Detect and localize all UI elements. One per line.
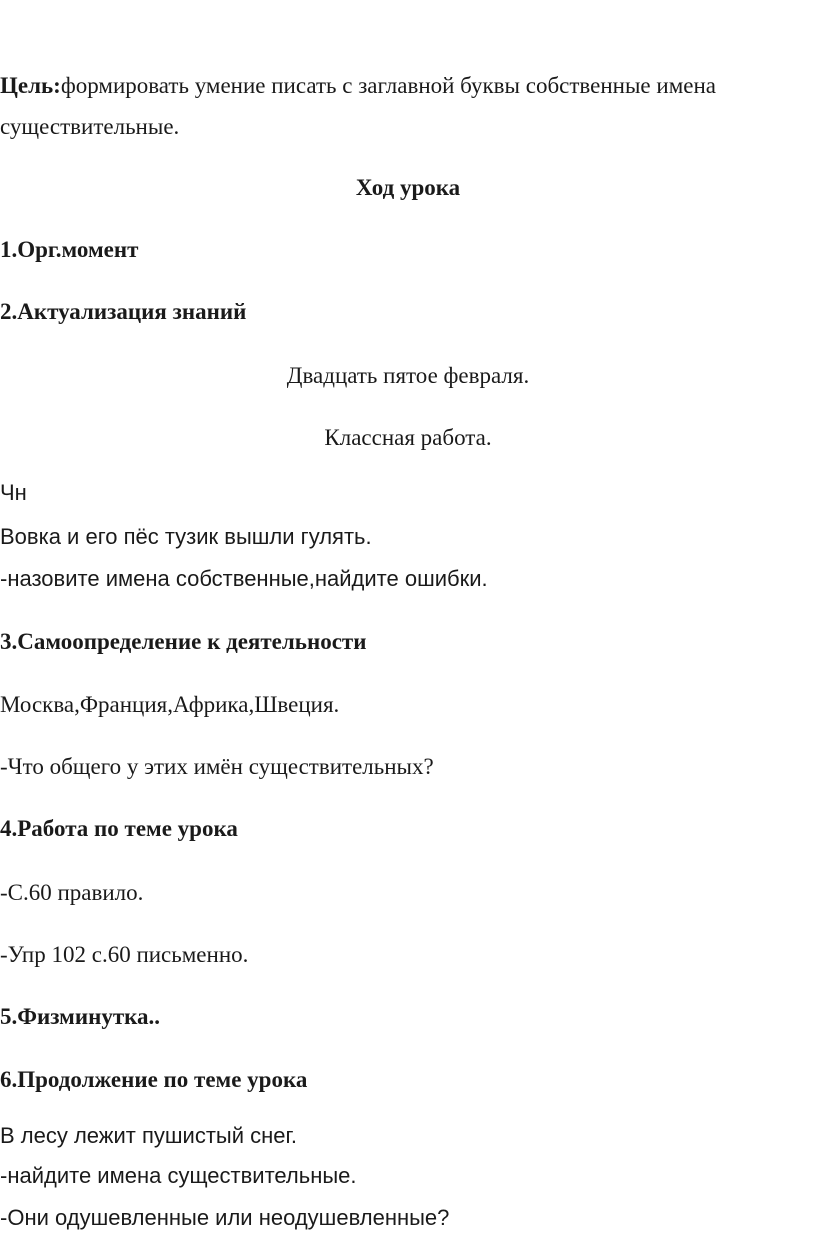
- section-heading-4: 4.Работа по теме урока: [0, 816, 238, 841]
- calligraphy-letters: Чн: [0, 480, 27, 505]
- s4-exercise: -Упр 102 с.60 письменно.: [0, 942, 249, 967]
- section-heading-3: 3.Самоопределение к деятельности: [0, 629, 367, 654]
- lesson-title: Ход урока: [355, 175, 461, 200]
- section-heading-6: 6.Продолжение по теме урока: [0, 1067, 308, 1092]
- goal-line-1: [0, 72, 716, 100]
- s2-sentence: Вовка и его пёс тузик вышли гулять.: [0, 524, 372, 549]
- goal-text: формировать умение писать с заглавной буквы собственные имена: [60, 73, 716, 98]
- s3-words: Москва,Франция,Африка,Швеция.: [0, 692, 340, 717]
- s6-sentence: В лесу лежит пушистый снег.: [0, 1123, 297, 1148]
- goal-line-2: существительные.: [0, 114, 180, 139]
- s6-question: -Они одушевленные или неодушевленные?: [0, 1205, 450, 1230]
- s6-task: -найдите имена существительные.: [0, 1163, 357, 1188]
- s3-question: -Что общего у этих имён существительных?: [0, 754, 434, 779]
- board-work: Классная работа.: [324, 425, 492, 450]
- section-heading-2: 2.Актуализация знаний: [0, 299, 247, 324]
- board-date: Двадцать пятое февраля.: [286, 363, 530, 388]
- s2-task: -назовите имена собственные,найдите ошибки.: [0, 566, 488, 591]
- section-heading-1: 1.Орг.момент: [0, 237, 139, 262]
- section-heading-5: 5.Физминутка..: [0, 1004, 161, 1029]
- goal-label: Цель:: [0, 73, 61, 98]
- s4-rule: -С.60 правило.: [0, 880, 144, 905]
